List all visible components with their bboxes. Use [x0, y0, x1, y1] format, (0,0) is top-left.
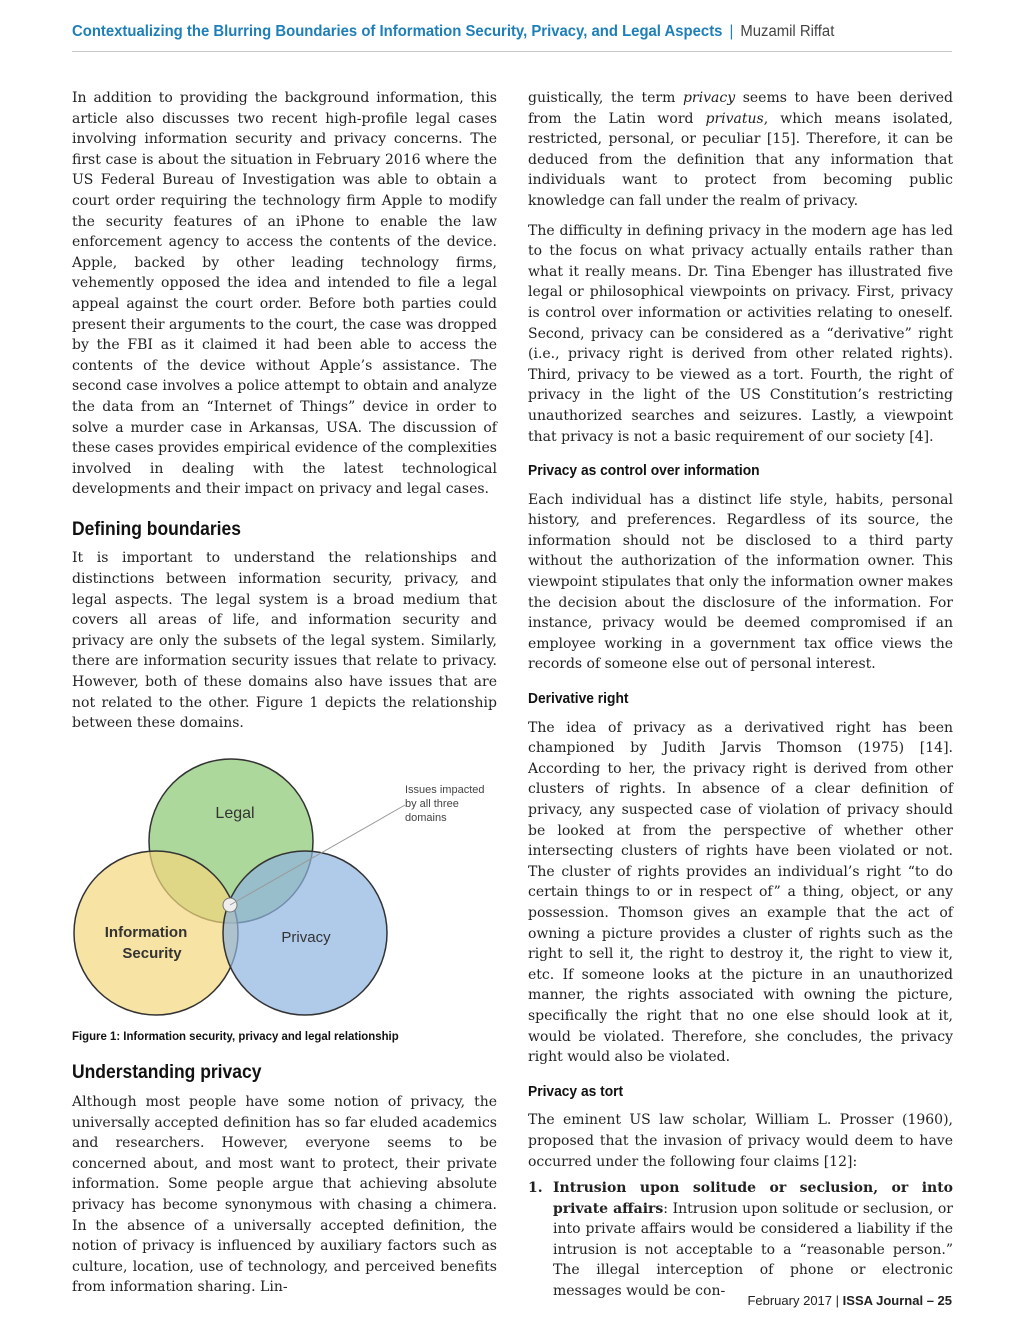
running-header: [72, 22, 917, 42]
privacy-as-tort-paragraph: The eminent US law scholar, William L. Prosser (1960), proposed that the invasion of privacy would deem to have occurred under the following four claims [12]:: [528, 1112, 953, 1170]
left-column: [72, 88, 497, 1298]
callout-text-line1: Issues impacted: [405, 783, 485, 796]
intro-paragraph: In addition to providing the background information, this article also discusses two recent high-profile legal cases involving information security and privacy concerns. The first case is about the situation in February 2016 where the US Federal Bureau of Investigation was able to obtain a court order requiring the technology firm Apple to modify the security features of an iPhone to enable the law enforcement agency to access the contents of the device. Apple, backed by other leading technology firms, vehemently opposed the idea and intended to file a legal appeal against the court order. Before both parties could present their arguments to the court, the case was dropped by the FBI as it claimed it had been able to access the contents of the device without Apple’s assistance. The second case involves a police attempt to obtain and analyze the data from an “Internet of Things” device in order to solve a murder case in Arkansas, USA. The discussion of these cases provides empirical evidence of the complexities involved in dealing with the latest technological developments and their impact on privacy and legal cases.: [72, 90, 497, 498]
list-item: [528, 1178, 953, 1302]
subheading-privacy-as-tort: Privacy as tort: [528, 1082, 624, 1100]
page-footer: [747, 1293, 952, 1308]
author-name: Muzamil Riffat: [740, 23, 835, 40]
article-title: Contextualizing the Blurring Boundaries of Information Security, Privacy, and Legal Aspects: [72, 23, 723, 40]
callout-text-line3: domains: [405, 811, 447, 824]
subheading-privacy-as-control: Privacy as control over information: [528, 462, 760, 480]
privacy-as-control-paragraph: Each individual has a distinct life style, habits, personal history, and preferences. Regardless of its source, the information should not be disclosed to a third party without the authorization of the information owner. This viewpoint stipulates that only the information owner makes the decision about the disclosure of the information. For instance, privacy would be deemed compromised if an employee working in a government tax office views the records of someone else out of personal interest.: [528, 491, 953, 673]
header-divider: [72, 51, 952, 52]
understanding-privacy-paragraph: Although most people have some notion of privacy, the universally accepted definition has so far eluded academics and researchers. However, everyone seems to be concerned about, and most want to protect, their private information. Some people argue that achieving absolute privacy has become synonymous with chasing a chimera. In the absence of a universally accepted definition, the notion of privacy is influenced by auxiliary factors such as culture, location, use of technology, and perceived benefits from information sharing. Lin-: [72, 1094, 497, 1296]
footer-separator: |: [835, 1293, 840, 1308]
etymology-text-b: seems to have been derived from the Latin word: [528, 90, 954, 127]
etymology-text-a: guistically, the term: [528, 90, 683, 106]
claim-number: 1.: [528, 1180, 543, 1197]
callout-text-line2: by all three: [405, 797, 459, 810]
footer-date: February 2017: [747, 1293, 833, 1308]
information-security-label-line1: Information: [104, 923, 188, 941]
header-separator: |: [729, 23, 734, 40]
section-heading-defining-boundaries: Defining boundaries: [72, 518, 241, 540]
claims-list: [528, 1178, 953, 1302]
venn-diagram: [72, 757, 497, 1019]
figure-venn-diagram: [72, 757, 497, 1019]
defining-boundaries-paragraph: It is important to understand the relationships and distinctions between information security, privacy, and legal aspects. The legal system is a broad medium that covers all areas of life, and information security and privacy are only the subsets of the legal system. Similarly, there are information security issues that relate to privacy. However, both of these domains also have issues that are not related to the other. Figure 1 depicts the relationship between these domains.: [72, 550, 497, 732]
term-privacy: privacy: [682, 90, 736, 106]
figure-caption: Figure 1: Information security, privacy and legal relationship: [72, 1028, 399, 1043]
subheading-derivative-right: Derivative right: [528, 690, 629, 708]
legal-label: Legal: [215, 804, 255, 822]
etymology-paragraph: [528, 88, 953, 212]
section-heading-understanding-privacy: Understanding privacy: [72, 1062, 262, 1084]
right-column: [528, 88, 953, 1302]
claim-text: : Intrusion upon solitude or seclusion, or into private affairs would be considered a liability if the intrusion is not acceptable to a “reasonable person.” The illegal interception of phone or electronic messages would be con-: [553, 1200, 953, 1300]
derivative-right-paragraph: The idea of privacy as a derivatived right has been championed by Judith Jarvis Thomson (1975) [14]. According to her, the privacy right is derived from other clusters of rights. In absence of a clear definition of privacy, any suspected case of violation of privacy should be looked at from the perspective of whether other intersecting clusters of rights have been violated or not. The cluster of rights provides an individual’s right “to do certain things to or in respect of” a thing, object, or any possession. Thomson gives an example that the act of owning a picture provides a cluster of rights such as the right to sell it, the right to destroy it, the right to view it, etc. If someone looks at the picture in an unauthorized manner, the rights associated with owning the picture, specifically the right that no one else should look at it, would be violated. Therefore, she concludes, the privacy right would also be violated.: [528, 719, 953, 1066]
information-security-label-line2: Security: [122, 944, 182, 962]
footer-journal-page: ISSA Journal – 25: [842, 1293, 952, 1308]
etymology-text-c: , which means isolated, restricted, personal, or peculiar [15]. Therefore, it can be deduced from the definition that any information that individuals want to protect from becoming public knowledge can fall under the realm of privacy.: [528, 110, 953, 209]
term-privatus: privatus: [705, 110, 764, 127]
claim-title: Intrusion upon solitude or seclusion, or into private affairs: [553, 1180, 953, 1217]
privacy-label: Privacy: [281, 928, 331, 946]
viewpoints-paragraph: The difficulty in defining privacy in the modern age has led to the focus on what privacy actually entails rather than what it really means. Dr. Tina Ebenger has illustrated five legal or philosophical viewpoints on privacy. First, privacy is control over information or activities relating to oneself. Second, privacy can be considered as a “derivative” right (i.e., privacy right is derived from other related rights). Third, privacy to be viewed as a tort. Fourth, the right of privacy in the light of the US Constitution’s restricting unauthorized searches and seizures. Lastly, a viewpoint that privacy is not a basic requirement of our society [4].: [528, 222, 953, 445]
